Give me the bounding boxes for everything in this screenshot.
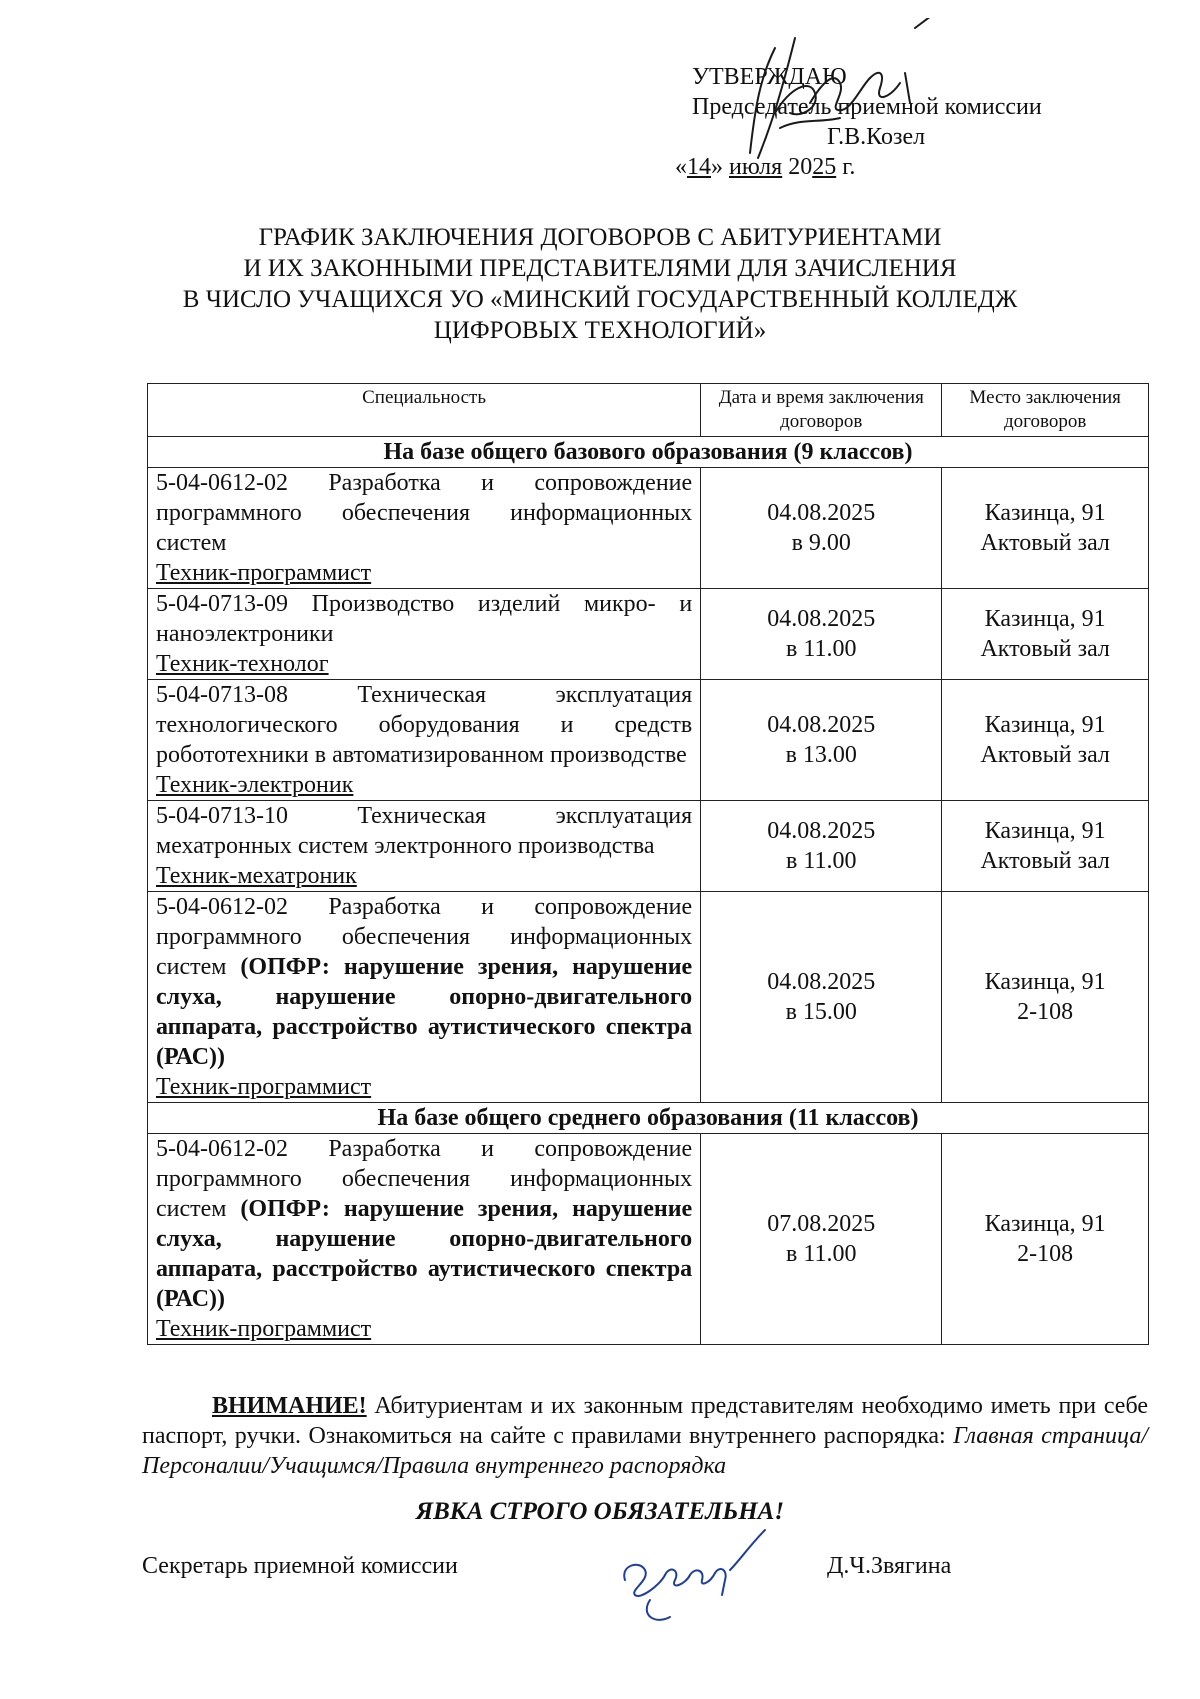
date-year-b: 25	[812, 154, 837, 180]
title-line-3: В ЧИСЛО УЧАЩИХСЯ УО «МИНСКИЙ ГОСУДАРСТВЕННЫЙ КОЛЛЕДЖ	[182, 286, 1018, 313]
specialty-cell	[148, 1134, 701, 1345]
datetime-cell	[701, 680, 942, 801]
place-address: Казинца, 91	[984, 969, 1106, 995]
place-address: Казинца, 91	[984, 818, 1106, 844]
header-datetime: Дата и время заключения договоров	[701, 384, 942, 437]
section-header-row	[148, 1103, 1149, 1134]
approval-approve: УТВЕРЖДАЮ	[692, 64, 847, 90]
table-row	[148, 589, 1149, 680]
contract-date: 04.08.2025	[767, 712, 876, 738]
contract-time: в 9.00	[791, 530, 851, 556]
specialty-text: 5-04-0612-02 Разработка и сопровождение программного обеспечения информационных систем	[156, 894, 693, 980]
secretary-name: Д.Ч.Звягина	[827, 1553, 952, 1579]
place-cell	[942, 892, 1149, 1103]
title-line-1: ГРАФИК ЗАКЛЮЧЕНИЯ ДОГОВОРОВ С АБИТУРИЕНТАМИ	[258, 224, 942, 251]
attention-heading: ВНИМАНИЕ!	[212, 1393, 367, 1419]
contract-time: в 11.00	[786, 1241, 857, 1267]
specialty-special-needs: (ОПФР: нарушение зрения, нарушение слуха, нарушение опорно-двигательного аппарата, расстройство аутистического спектра (РАС))	[156, 1196, 693, 1312]
specialty-cell	[148, 468, 701, 589]
place-cell	[942, 680, 1149, 801]
place-room: Актовый зал	[980, 530, 1110, 556]
contract-date: 04.08.2025	[767, 500, 876, 526]
qualification: Техник-мехатроник	[156, 863, 357, 889]
table-body	[148, 437, 1149, 1345]
place-address: Казинца, 91	[984, 500, 1106, 526]
place-cell	[942, 1134, 1149, 1345]
mandatory-notice: ЯВКА СТРОГО ОБЯЗАТЕЛЬНА!	[415, 1498, 785, 1525]
section-header-row	[148, 437, 1149, 468]
table-row	[148, 801, 1149, 892]
qualification: Техник-технолог	[156, 651, 329, 677]
table-header-row	[148, 384, 1149, 437]
place-room: 2-108	[1017, 1241, 1074, 1267]
place-cell	[942, 801, 1149, 892]
contract-date: 04.08.2025	[767, 969, 876, 995]
document-title	[120, 222, 1080, 346]
datetime-cell	[701, 1134, 942, 1345]
place-room: Актовый зал	[980, 636, 1110, 662]
place-room: Актовый зал	[980, 742, 1110, 768]
section-title: На базе общего базового образования (9 классов)	[148, 437, 1149, 468]
specialty-cell	[148, 589, 701, 680]
specialty-text: 5-04-0713-10 Техническая эксплуатация мехатронных систем электронного производства	[156, 803, 693, 859]
attention-note	[142, 1391, 1148, 1481]
qualification: Техник-программист	[156, 1316, 372, 1342]
datetime-cell	[701, 892, 942, 1103]
attention-text: Абитуриентам и их законным представителям необходимо иметь при себе паспорт, ручки. Ознакомиться на сайте с правилами внутреннего распорядка:	[142, 1393, 1148, 1449]
attention-paragraph	[142, 1391, 1148, 1481]
datetime-cell	[701, 801, 942, 892]
place-room: Актовый зал	[980, 848, 1110, 874]
header-specialty: Специальность	[148, 384, 701, 437]
place-address: Казинца, 91	[984, 1211, 1106, 1237]
place-address: Казинца, 91	[984, 712, 1106, 738]
date-mid: »	[711, 154, 729, 180]
table-row	[148, 680, 1149, 801]
chairman-signature	[720, 18, 950, 168]
specialty-text: 5-04-0713-09 Производство изделий микро- и наноэлектроники	[156, 591, 693, 647]
specialty-cell	[148, 801, 701, 892]
place-room: 2-108	[1017, 999, 1074, 1025]
specialty-text: 5-04-0612-02 Разработка и сопровождение программного обеспечения информационных систем	[156, 1136, 693, 1222]
date-prefix: «	[675, 154, 687, 180]
specialty-text: 5-04-0612-02 Разработка и сопровождение программного обеспечения информационных систем	[156, 470, 693, 556]
contract-time: в 13.00	[785, 742, 857, 768]
header-place: Место заключения договоров	[942, 384, 1149, 437]
attention-site-path: Главная страница/Персоналии/Учащимся/Правила внутреннего распорядка	[142, 1423, 1148, 1479]
qualification: Техник-программист	[156, 560, 372, 586]
contract-time: в 11.00	[786, 848, 857, 874]
datetime-cell	[701, 468, 942, 589]
secretary-position: Секретарь приемной комиссии	[142, 1553, 458, 1579]
place-address: Казинца, 91	[984, 606, 1106, 632]
specialty-cell	[148, 680, 701, 801]
contract-date: 04.08.2025	[767, 818, 876, 844]
date-day: 14	[687, 154, 711, 180]
qualification: Техник-программист	[156, 1074, 372, 1100]
table-row	[148, 892, 1149, 1103]
secretary-signature	[610, 1525, 770, 1635]
specialty-cell	[148, 892, 701, 1103]
qualification: Техник-электроник	[156, 772, 354, 798]
date-year-a: 20	[782, 154, 813, 180]
date-month: июля	[729, 154, 783, 180]
approval-position: Председатель приемной комиссии	[692, 94, 1042, 120]
table-row	[148, 1134, 1149, 1345]
title-line-2: И ИХ ЗАКОННЫМИ ПРЕДСТАВИТЕЛЯМИ ДЛЯ ЗАЧИСЛЕНИЯ	[243, 255, 957, 282]
contract-time: в 11.00	[786, 636, 857, 662]
schedule-table	[147, 383, 1149, 1345]
table-row	[148, 468, 1149, 589]
specialty-special-needs: (ОПФР: нарушение зрения, нарушение слуха, нарушение опорно-двигательного аппарата, расстройство аутистического спектра (РАС))	[156, 954, 693, 1070]
contract-date: 07.08.2025	[767, 1211, 876, 1237]
title-line-4: ЦИФРОВЫХ ТЕХНОЛОГИЙ»	[433, 317, 767, 344]
datetime-cell	[701, 589, 942, 680]
section-title: На базе общего среднего образования (11 классов)	[148, 1103, 1149, 1134]
date-suffix: г.	[836, 154, 856, 180]
place-cell	[942, 589, 1149, 680]
approval-name: Г.В.Козел	[827, 124, 926, 150]
place-cell	[942, 468, 1149, 589]
specialty-text: 5-04-0713-08 Техническая эксплуатация технологического оборудования и средств робототехники в автоматизированном производстве	[156, 682, 693, 768]
contract-date: 04.08.2025	[767, 606, 876, 632]
contract-time: в 15.00	[785, 999, 857, 1025]
